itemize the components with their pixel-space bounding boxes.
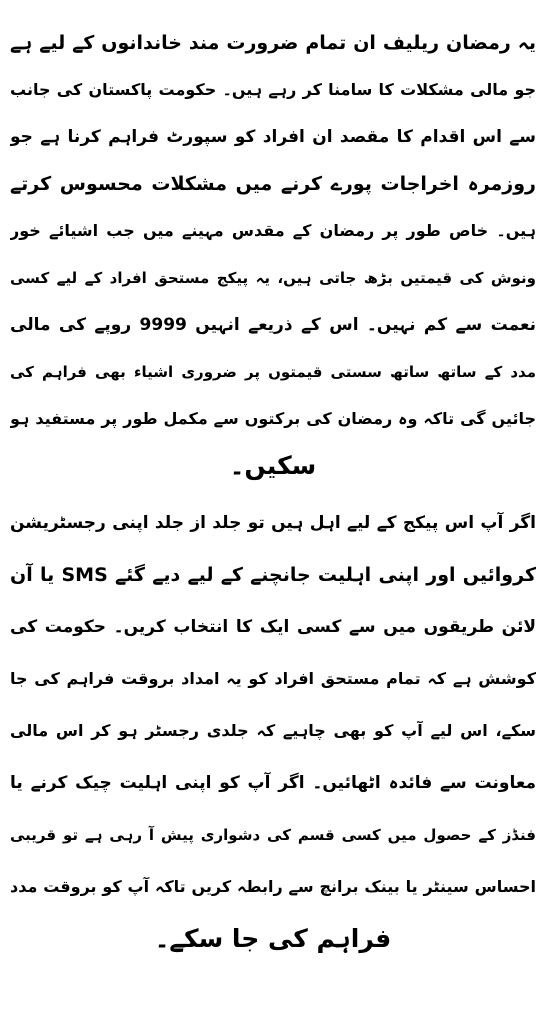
text-line: احساس سینٹر یا بینک برانچ سے رابطہ کریں تاکہ آپ کو بروقت مدد	[10, 877, 536, 896]
text-line: فنڈز کے حصول میں کسی قسم کی دشواری پیش آ رہی ہے تو قریبی	[10, 826, 536, 844]
text-line: ونوش کی قیمتیں بڑھ جاتی ہیں، یہ پیکج مستحق افراد کے لیے کسی	[10, 269, 536, 287]
text-line: نعمت سے کم نہیں۔ اس کے ذریعے انہیں 9999 روپے کی مالی	[10, 315, 536, 335]
text-line: جو مالی مشکلات کا سامنا کر رہے ہیں۔ حکومت پاکستان کی جانب	[10, 80, 536, 99]
text-line: کوشش ہے کہ تمام مستحق افراد کو یہ امداد بروقت فراہم کی جا	[10, 669, 536, 688]
text-line: سکیں۔	[229, 451, 317, 480]
text-line: کروائیں اور اپنی اہلیت جانچنے کے لیے دیے گئے SMS یا آن	[10, 564, 536, 586]
text-line: روزمرہ اخراجات پورے کرنے میں مشکلات محسوس کرتے	[10, 173, 536, 195]
text-line: لائن طریقوں میں سے کسی ایک کا انتخاب کریں۔ حکومت کی	[10, 617, 536, 637]
text-line: اگر آپ اس پیکج کے لیے اہل ہیں تو جلد از جلد اپنی رجسٹریشن	[10, 513, 536, 533]
text-line: ہیں۔ خاص طور پر رمضان کے مقدس مہینے میں جب اشیائے خور	[10, 221, 536, 240]
text-line: فراہم کی جا سکے۔	[154, 924, 392, 953]
article-body	[10, 0, 536, 1024]
text-line: جائیں گی تاکہ وہ رمضان کی برکتوں سے مکمل طور پر مستفید ہو	[10, 409, 536, 428]
text-line: سے اس اقدام کا مقصد ان افراد کو سپورٹ فراہم کرنا ہے جو	[10, 127, 536, 147]
text-line: سکے، اس لیے آپ کو بھی چاہیے کہ جلدی رجسٹر ہو کر اس مالی	[10, 721, 536, 740]
text-line: یہ رمضان ریلیف ان تمام ضرورت مند خاندانوں کے لیے ہے	[10, 32, 536, 54]
text-line: معاونت سے فائدہ اٹھائیں۔ اگر آپ کو اپنی اہلیت چیک کرنے یا	[10, 773, 536, 793]
text-line: مدد کے ساتھ ساتھ سستی قیمتوں پر ضروری اشیاء بھی فراہم کی	[10, 363, 536, 381]
